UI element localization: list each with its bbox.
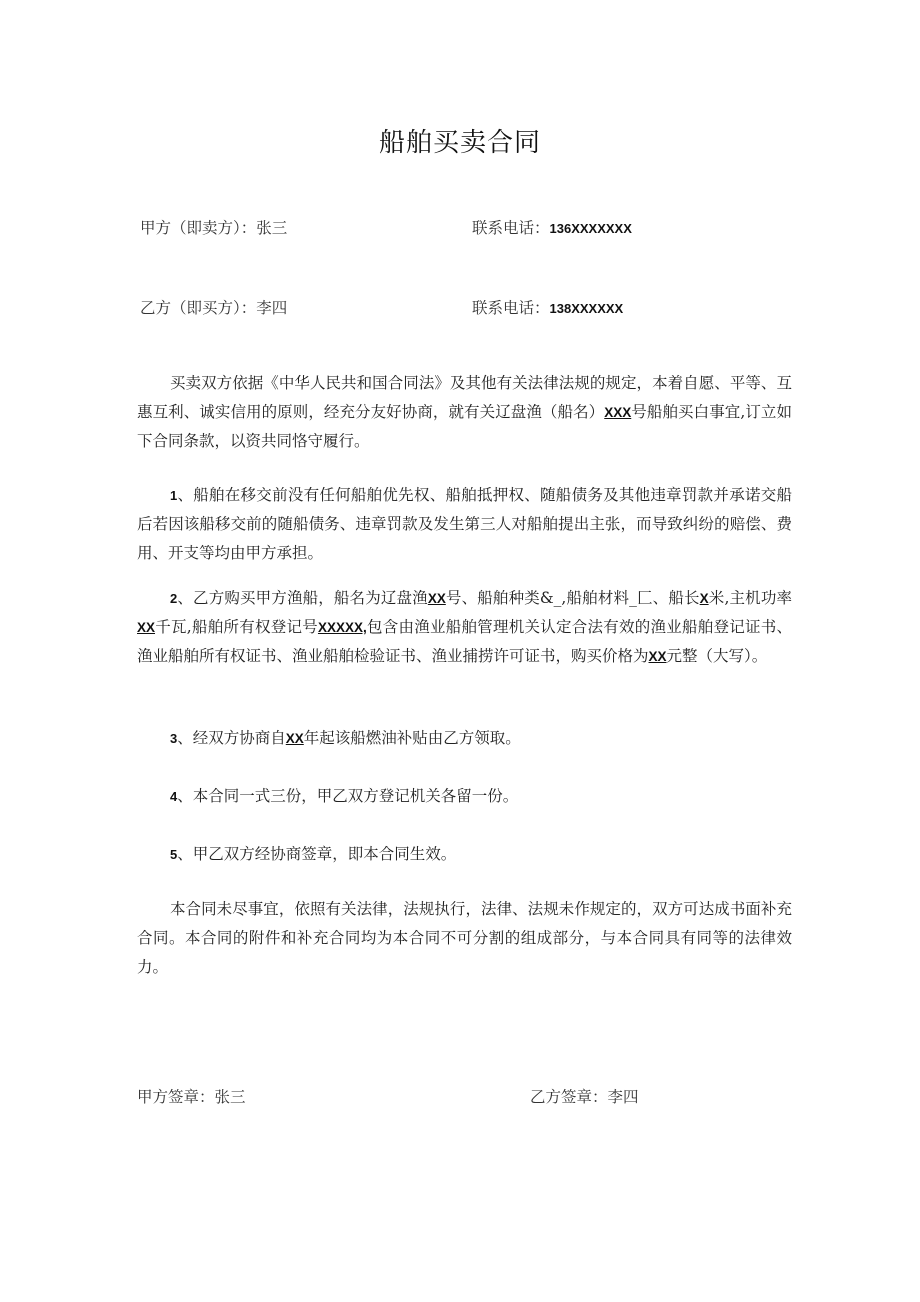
clause-2-ship-length: X	[699, 591, 709, 606]
clause-4-number: 4	[170, 789, 178, 804]
clause-2-text-2: 号、船舶种类&_,船舶材料_匚、船长	[445, 589, 700, 607]
clause-2-price: XX	[648, 649, 667, 664]
party-b-phone-value: 138XXXXXX	[549, 301, 624, 316]
clause-3-text-2: 年起该船燃油补贴由乙方领取。	[303, 729, 521, 747]
party-b-phone	[472, 296, 623, 318]
party-a-signature: 甲方签章：张三	[137, 1088, 246, 1106]
clause-2	[137, 584, 792, 671]
party-a-phone-label: 联系电话：	[472, 219, 550, 237]
clause-1-text: 、船舶在移交前没有任何船舶优先权、船舶抵押权、随船债务及其他违章罚款并承诺交船后若因该船移交前的随船债务、违章罚款及发生第三人对船舶提出主张，而导致纠纷的赔偿、费用、开支等均由甲方承担。	[137, 486, 792, 562]
clause-2-text-4: 千瓦,船舶所有权登记号	[155, 618, 318, 636]
clause-2-engine-power: XX	[137, 620, 156, 635]
intro-text-2: 号船舶买白事宜,订立如下合同条款，以资共同恪守履行。	[137, 403, 792, 450]
ship-name-placeholder: XXX	[604, 405, 632, 420]
clause-2-number: 2	[170, 591, 178, 606]
intro-paragraph	[137, 369, 792, 456]
party-b-signature: 乙方签章：李四	[530, 1088, 639, 1106]
closing-paragraph: 本合同未尽事宜，依照有关法律，法规执行，法律、法规未作规定的，双方可达成书面补充合同。本合同的附件和补充合同均为本合同不可分割的组成部分，与本合同具有同等的法律效力。	[137, 900, 792, 976]
party-b-label: 乙方（即买方）：李四	[140, 299, 288, 317]
party-a-phone-value: 136XXXXXXX	[549, 221, 632, 236]
clause-5-text: 、甲乙双方经协商签章，即本合同生效。	[177, 845, 457, 863]
clause-3-text-1: 、经双方协商自	[177, 729, 286, 747]
clause-1-number: 1	[170, 488, 178, 503]
clause-2-registration-number: XXXXX,	[317, 620, 367, 635]
clause-4-text: 、本合同一式三份，甲乙双方登记机关各留一份。	[177, 787, 519, 805]
clause-2-text-5: 包含由渔业船舶管理机关认定合法有效的渔业船舶登记证书、渔业船舶所有权证书、渔业船舶检验证书、渔业捕捞许可证书，购买价格为	[137, 618, 792, 665]
party-a-phone	[472, 216, 632, 238]
intro-text-1: 买卖双方依据《中华人民共和国合同法》及其他有关法律法规的规定，本着自愿、平等、互惠互利、诚实信用的原则，经充分友好协商，就有关辽盘渔（船名）	[137, 374, 792, 421]
party-a-label: 甲方（即卖方）：张三	[140, 219, 288, 237]
document-title: 船舶买卖合同	[378, 128, 541, 158]
party-b-phone-label: 联系电话：	[472, 299, 550, 317]
clause-4	[137, 782, 792, 811]
clause-3-number: 3	[170, 731, 178, 746]
clause-2-ship-number: XX	[427, 591, 446, 606]
clause-2-text-1: 、乙方购买甲方渔船，船名为辽盘渔	[177, 589, 428, 607]
clause-2-text-3: 米,主机功率	[708, 589, 792, 607]
clause-5-number: 5	[170, 847, 178, 862]
clause-3-year: XX	[285, 731, 304, 746]
clause-1	[137, 481, 792, 568]
clause-3	[137, 724, 792, 753]
clause-2-text-6: 元整（大写）。	[666, 647, 768, 665]
clause-5	[137, 840, 792, 869]
